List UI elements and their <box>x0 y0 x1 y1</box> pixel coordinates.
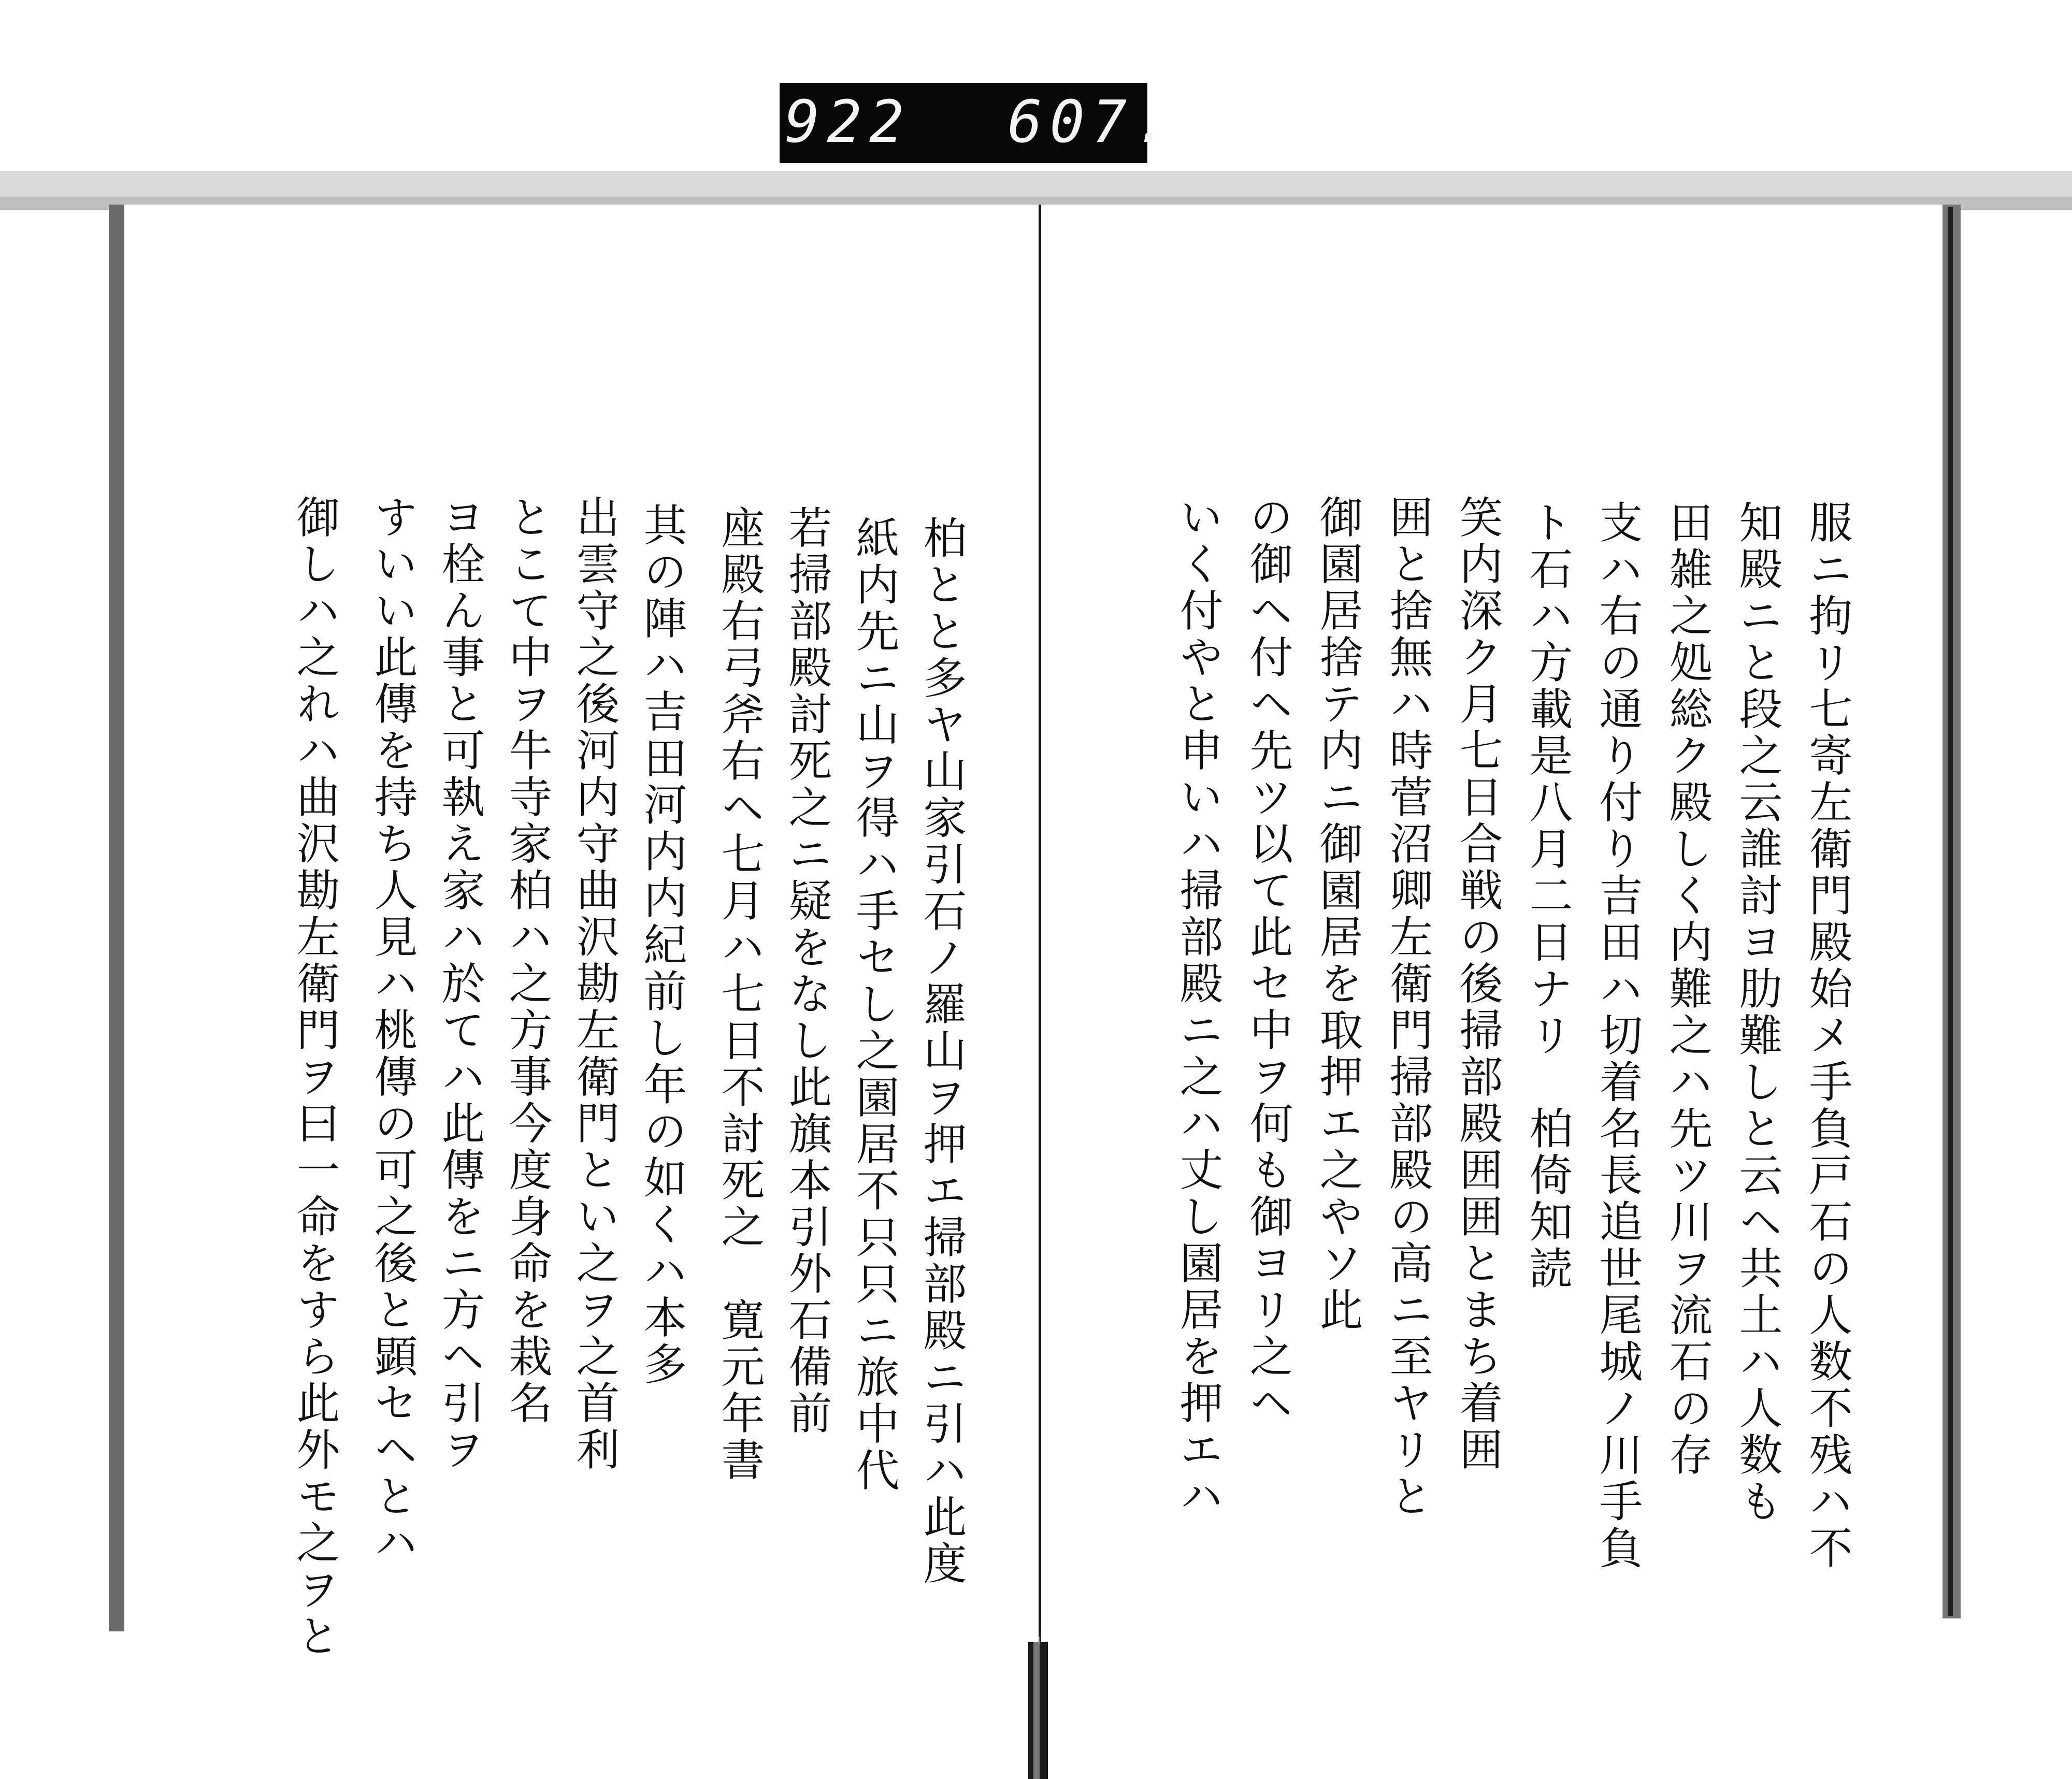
left-page <box>124 205 1039 1660</box>
left-column-6: 出雲守之後河内守曲沢勘左衛門とい之ヲ之首利 <box>569 495 620 1473</box>
right-column-7: 囲と捨無ハ時菅沼卿左衛門掃部殿の高ニ至ヤリと <box>1383 495 1433 1520</box>
right-column-4: 支ハ右の通り付り吉田ハ切着名長追世尾城ノ川手負 <box>1592 500 1643 1572</box>
right-column-8: 御園居捨テ内ニ御園居を取押エ之やソ此 <box>1313 495 1363 1334</box>
right-column-1: 服ニ拘リ七寄左衛門殿始メ手負戸石の人数不残ハ不 <box>1802 500 1853 1572</box>
left-column-8: ヨ栓ん事と可執え家ハ於てハ此傳をニ方ヘ引ヲ <box>435 495 485 1473</box>
right-column-5: ト石ハ方載是八月二日ナリ 柏倚知読 <box>1522 500 1573 1292</box>
frame-counter-right: 607. <box>1008 89 1176 156</box>
left-column-10: 御しハ之れハ曲沢勘左衛門ヲ曰一命をすら此外モ之ヲと <box>290 495 340 1660</box>
right-column-9: の御ヘ付ヘ先ツ以て此セ中ヲ何も御ヨリ之ヘ <box>1243 495 1293 1427</box>
left-column-9: すいい此傳を持ち人見ハ桃傳の可之後と顕セヘとハ <box>367 495 418 1567</box>
right-column-3: 田雑之処総ク殿しく内難之ハ先ツ川ヲ流石の存 <box>1662 500 1713 1479</box>
frame-counter-left: 922 <box>785 89 912 156</box>
left-column-7: とこて中ヲ牛寺家柏ハ之方事今度身命を栽名 <box>502 495 553 1427</box>
left-column-4: 座殿右弓斧右ヘ七月ハ七日不討死之 寛元年書 <box>714 505 765 1484</box>
right-column-2: 知殿ニと段之云誰討ヨ肋難しと云ヘ共土ハ人数も <box>1732 500 1783 1525</box>
frame-counter <box>780 83 1176 163</box>
left-column-3: 若掃部殿討死之ニ疑をなし此旗本引外石備前 <box>782 505 832 1437</box>
right-column-6: 笑内深ク月七日合戦の後掃部殿囲囲とまち着囲 <box>1452 495 1503 1473</box>
right-column-10: いく付やと申いハ掃部殿ニ之ハ丈し園居を押エハ <box>1173 495 1224 1520</box>
right-page <box>1041 205 1942 1642</box>
left-column-1: 柏とと多ヤ山家引石ノ羅山ヲ押エ掃部殿ニ引ハ此度 <box>916 515 967 1587</box>
left-column-2: 紙内先ニ山ヲ得ハ手セし之園居不只只ニ旅中代 <box>849 515 900 1494</box>
left-column-5: 其の陣ハ吉田河内内紀前し年の如くハ本多 <box>637 502 687 1388</box>
